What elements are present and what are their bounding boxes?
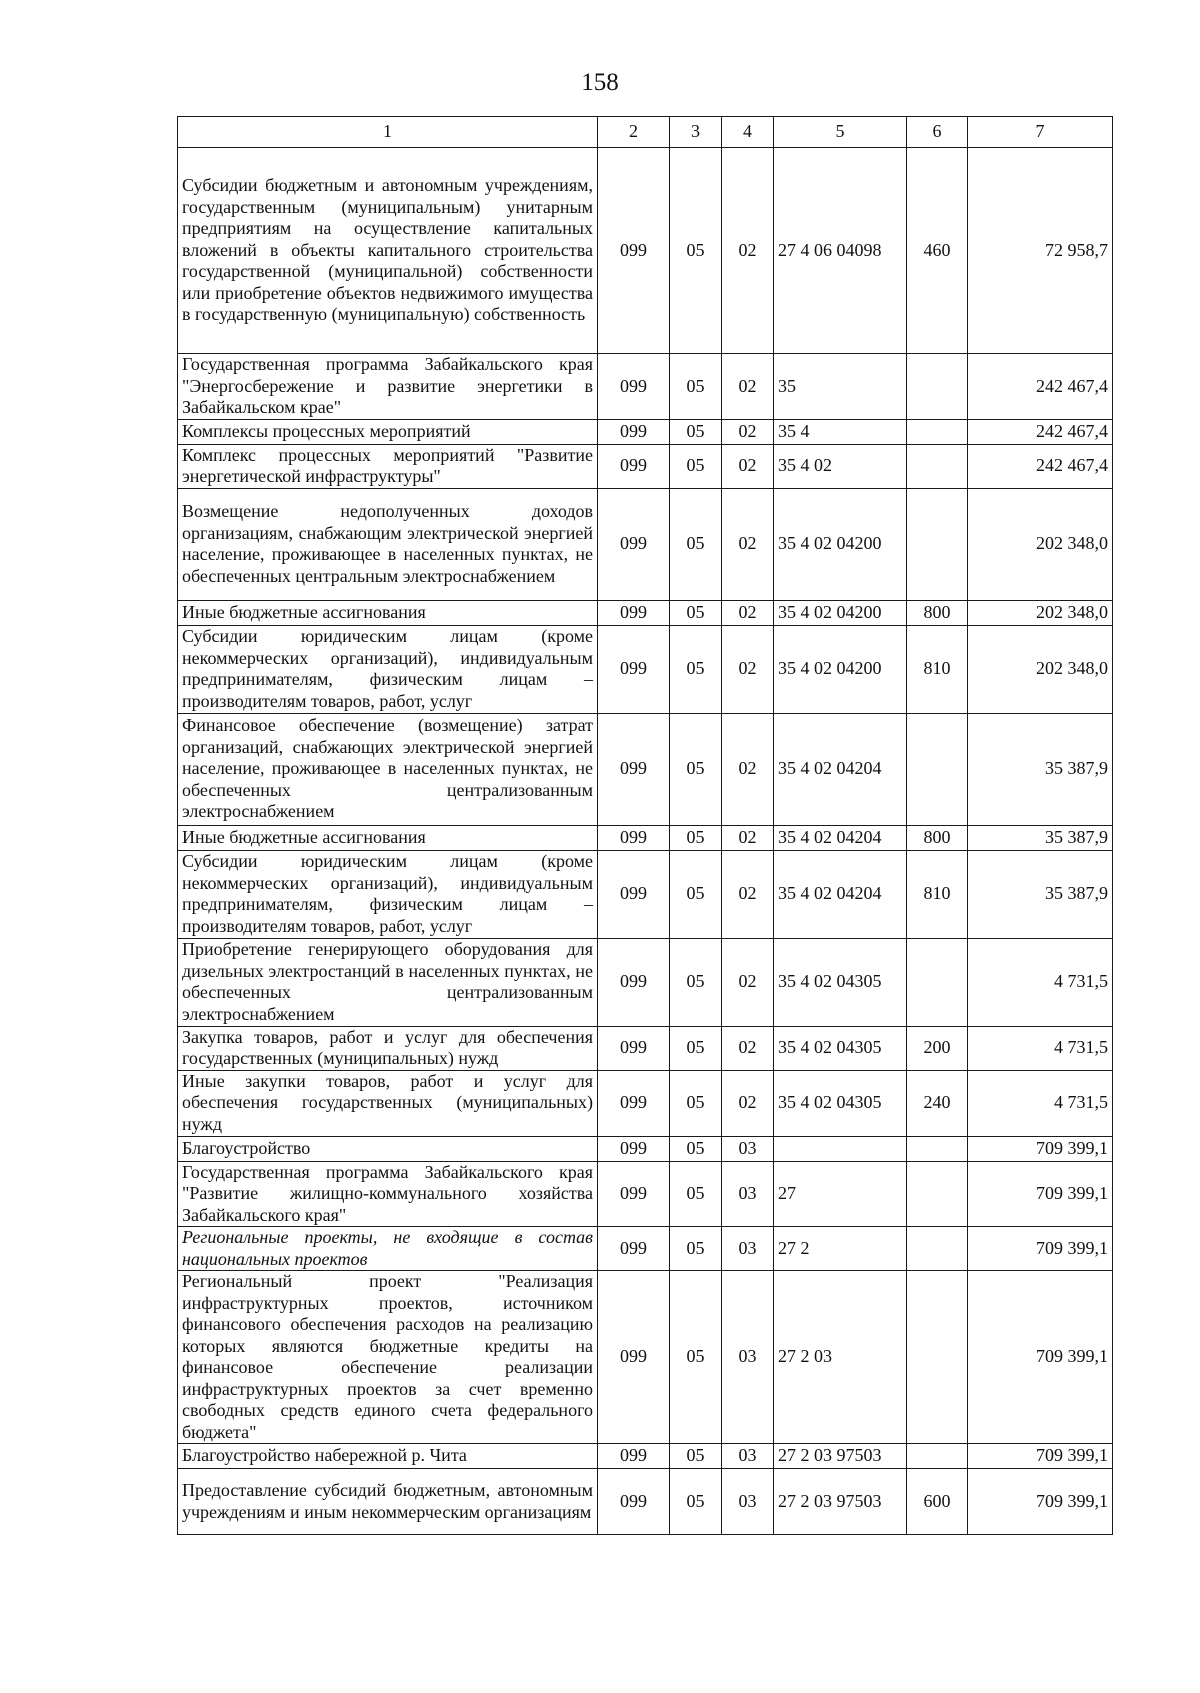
cell-col-2: 099 bbox=[598, 825, 670, 850]
cell-col-6 bbox=[907, 354, 968, 420]
table-row bbox=[178, 488, 1113, 600]
cell-amount: 72 958,7 bbox=[968, 148, 1113, 354]
page-number: 158 bbox=[581, 69, 619, 96]
table-row bbox=[178, 1227, 1113, 1271]
cell-amount: 709 399,1 bbox=[968, 1161, 1113, 1227]
cell-col-3: 05 bbox=[670, 713, 722, 825]
column-header-6: 6 bbox=[907, 117, 968, 148]
cell-code: 35 4 02 04204 bbox=[774, 850, 907, 938]
table-row bbox=[178, 1444, 1113, 1469]
table-row bbox=[178, 938, 1113, 1026]
cell-code: 27 4 06 04098 bbox=[774, 148, 907, 354]
cell-code: 35 4 02 04200 bbox=[774, 600, 907, 625]
cell-code: 27 bbox=[774, 1161, 907, 1227]
cell-col-4: 02 bbox=[722, 488, 774, 600]
table-row bbox=[178, 148, 1113, 354]
cell-amount: 35 387,9 bbox=[968, 850, 1113, 938]
cell-amount: 242 467,4 bbox=[968, 444, 1113, 488]
column-header-1: 1 bbox=[178, 117, 598, 148]
cell-col-6 bbox=[907, 938, 968, 1026]
cell-col-6 bbox=[907, 1161, 968, 1227]
cell-col-3: 05 bbox=[670, 600, 722, 625]
cell-col-4: 02 bbox=[722, 600, 774, 625]
cell-description: Комплексы процессных мероприятий bbox=[178, 419, 598, 444]
cell-amount: 35 387,9 bbox=[968, 713, 1113, 825]
cell-col-4: 02 bbox=[722, 419, 774, 444]
cell-code: 35 4 02 04305 bbox=[774, 1070, 907, 1136]
table-row bbox=[178, 850, 1113, 938]
cell-amount: 242 467,4 bbox=[968, 419, 1113, 444]
cell-col-3: 05 bbox=[670, 1026, 722, 1070]
cell-col-2: 099 bbox=[598, 148, 670, 354]
table-row bbox=[178, 825, 1113, 850]
cell-description: Субсидии юридическим лицам (кроме некоммерческих организаций), индивидуальным предпринимателям, физическим лицам – производителям товаров, работ, услуг bbox=[178, 850, 598, 938]
cell-description: Закупка товаров, работ и услуг для обеспечения государственных (муниципальных) нужд bbox=[178, 1026, 598, 1070]
cell-description: Государственная программа Забайкальского края "Развитие жилищно-коммунального хозяйства Забайкальского края" bbox=[178, 1161, 598, 1227]
cell-col-6 bbox=[907, 713, 968, 825]
table-row bbox=[178, 1271, 1113, 1444]
table-row bbox=[178, 1161, 1113, 1227]
cell-code: 27 2 03 97503 bbox=[774, 1444, 907, 1469]
cell-col-6: 600 bbox=[907, 1469, 968, 1535]
cell-col-4: 02 bbox=[722, 354, 774, 420]
cell-col-4: 02 bbox=[722, 625, 774, 713]
cell-col-6: 800 bbox=[907, 825, 968, 850]
cell-col-3: 05 bbox=[670, 1469, 722, 1535]
cell-description: Субсидии бюджетным и автономным учреждениям, государственным (муниципальным) унитарным предприятиям на осуществление капитальных вложений в объекты капитального строительства государственной (муниципальной) собственности или приобретение объектов недвижимого имущества в государственную (муниципальную) собственность bbox=[178, 148, 598, 354]
cell-col-2: 099 bbox=[598, 1271, 670, 1444]
table-row bbox=[178, 444, 1113, 488]
cell-col-3: 05 bbox=[670, 825, 722, 850]
cell-col-6 bbox=[907, 1444, 968, 1469]
cell-col-3: 05 bbox=[670, 1271, 722, 1444]
cell-code: 27 2 03 bbox=[774, 1271, 907, 1444]
cell-description: Иные бюджетные ассигнования bbox=[178, 825, 598, 850]
cell-col-4: 02 bbox=[722, 1070, 774, 1136]
cell-col-4: 02 bbox=[722, 825, 774, 850]
cell-col-2: 099 bbox=[598, 488, 670, 600]
cell-code: 35 4 02 bbox=[774, 444, 907, 488]
cell-code: 35 4 02 04305 bbox=[774, 1026, 907, 1070]
column-header-3: 3 bbox=[670, 117, 722, 148]
cell-code: 35 4 02 04204 bbox=[774, 825, 907, 850]
cell-col-3: 05 bbox=[670, 354, 722, 420]
cell-description: Региональный проект "Реализация инфраструктурных проектов, источником финансового обеспечения расходов на реализацию которых являются бюджетные кредиты на финансовое обеспечение реализации инфраструктурных проектов за счет временно свободных средств единого счета федерального бюджета" bbox=[178, 1271, 598, 1444]
cell-description: Приобретение генерирующего оборудования для дизельных электростанций в населенных пунктах, не обеспеченных централизованным электроснабжением bbox=[178, 938, 598, 1026]
cell-col-6: 460 bbox=[907, 148, 968, 354]
cell-col-2: 099 bbox=[598, 419, 670, 444]
cell-col-2: 099 bbox=[598, 625, 670, 713]
cell-code: 27 2 03 97503 bbox=[774, 1469, 907, 1535]
cell-col-4: 02 bbox=[722, 1026, 774, 1070]
cell-col-3: 05 bbox=[670, 1227, 722, 1271]
cell-col-3: 05 bbox=[670, 148, 722, 354]
cell-col-4: 03 bbox=[722, 1444, 774, 1469]
table-row bbox=[178, 1070, 1113, 1136]
cell-description: Возмещение недополученных доходов организациям, снабжающим электрической энергией население, проживающее в населенных пунктах, не обеспеченных центральным электроснабжением bbox=[178, 488, 598, 600]
cell-amount: 202 348,0 bbox=[968, 625, 1113, 713]
table-row bbox=[178, 600, 1113, 625]
cell-col-3: 05 bbox=[670, 488, 722, 600]
cell-description: Финансовое обеспечение (возмещение) затрат организаций, снабжающих электрической энергией население, проживающее в населенных пунктах, не обеспеченных централизованным электроснабжением bbox=[178, 713, 598, 825]
cell-col-6: 810 bbox=[907, 625, 968, 713]
cell-col-2: 099 bbox=[598, 850, 670, 938]
cell-col-3: 05 bbox=[670, 419, 722, 444]
cell-code: 27 2 bbox=[774, 1227, 907, 1271]
cell-col-6: 200 bbox=[907, 1026, 968, 1070]
cell-code: 35 4 02 04200 bbox=[774, 488, 907, 600]
cell-code: 35 4 02 04204 bbox=[774, 713, 907, 825]
cell-col-6: 810 bbox=[907, 850, 968, 938]
cell-col-6 bbox=[907, 488, 968, 600]
cell-amount: 709 399,1 bbox=[968, 1271, 1113, 1444]
cell-col-2: 099 bbox=[598, 1026, 670, 1070]
cell-description: Региональные проекты, не входящие в состав национальных проектов bbox=[178, 1227, 598, 1271]
cell-col-6 bbox=[907, 1136, 968, 1161]
column-header-4: 4 bbox=[722, 117, 774, 148]
cell-description: Предоставление субсидий бюджетным, автономным учреждениям и иным некоммерческим организациям bbox=[178, 1469, 598, 1535]
cell-col-6 bbox=[907, 1227, 968, 1271]
cell-col-2: 099 bbox=[598, 1444, 670, 1469]
cell-amount: 4 731,5 bbox=[968, 1026, 1113, 1070]
cell-description: Благоустройство bbox=[178, 1136, 598, 1161]
cell-description: Иные бюджетные ассигнования bbox=[178, 600, 598, 625]
column-header-5: 5 bbox=[774, 117, 907, 148]
cell-amount: 202 348,0 bbox=[968, 600, 1113, 625]
cell-col-3: 05 bbox=[670, 1070, 722, 1136]
cell-col-4: 03 bbox=[722, 1271, 774, 1444]
cell-col-4: 03 bbox=[722, 1136, 774, 1161]
cell-col-6 bbox=[907, 1271, 968, 1444]
cell-amount: 4 731,5 bbox=[968, 938, 1113, 1026]
cell-col-2: 099 bbox=[598, 1227, 670, 1271]
cell-col-3: 05 bbox=[670, 1136, 722, 1161]
table-row bbox=[178, 1136, 1113, 1161]
cell-amount: 202 348,0 bbox=[968, 488, 1113, 600]
cell-col-3: 05 bbox=[670, 938, 722, 1026]
cell-col-4: 02 bbox=[722, 148, 774, 354]
cell-col-2: 099 bbox=[598, 1070, 670, 1136]
cell-amount: 709 399,1 bbox=[968, 1444, 1113, 1469]
cell-col-6: 800 bbox=[907, 600, 968, 625]
cell-amount: 242 467,4 bbox=[968, 354, 1113, 420]
cell-col-2: 099 bbox=[598, 713, 670, 825]
cell-col-3: 05 bbox=[670, 444, 722, 488]
cell-description: Государственная программа Забайкальского края "Энергосбережение и развитие энергетики в Забайкальском крае" bbox=[178, 354, 598, 420]
cell-col-2: 099 bbox=[598, 354, 670, 420]
cell-code: 35 bbox=[774, 354, 907, 420]
cell-col-4: 03 bbox=[722, 1469, 774, 1535]
cell-col-2: 099 bbox=[598, 1161, 670, 1227]
table-body bbox=[178, 148, 1113, 1535]
table-row bbox=[178, 1026, 1113, 1070]
cell-col-6 bbox=[907, 444, 968, 488]
column-header-7: 7 bbox=[968, 117, 1113, 148]
cell-amount: 709 399,1 bbox=[968, 1227, 1113, 1271]
cell-code: 35 4 bbox=[774, 419, 907, 444]
cell-code: 35 4 02 04200 bbox=[774, 625, 907, 713]
cell-description: Иные закупки товаров, работ и услуг для обеспечения государственных (муниципальных) нужд bbox=[178, 1070, 598, 1136]
cell-col-4: 02 bbox=[722, 713, 774, 825]
cell-code: 35 4 02 04305 bbox=[774, 938, 907, 1026]
cell-code bbox=[774, 1136, 907, 1161]
cell-col-2: 099 bbox=[598, 938, 670, 1026]
table-row bbox=[178, 419, 1113, 444]
cell-col-3: 05 bbox=[670, 850, 722, 938]
cell-amount: 709 399,1 bbox=[968, 1136, 1113, 1161]
cell-col-3: 05 bbox=[670, 1161, 722, 1227]
cell-amount: 709 399,1 bbox=[968, 1469, 1113, 1535]
cell-col-6: 240 bbox=[907, 1070, 968, 1136]
cell-col-3: 05 bbox=[670, 625, 722, 713]
cell-col-4: 02 bbox=[722, 444, 774, 488]
table-row bbox=[178, 625, 1113, 713]
cell-col-4: 02 bbox=[722, 938, 774, 1026]
table-row bbox=[178, 713, 1113, 825]
column-header-2: 2 bbox=[598, 117, 670, 148]
cell-col-4: 03 bbox=[722, 1227, 774, 1271]
cell-col-4: 03 bbox=[722, 1161, 774, 1227]
cell-description: Субсидии юридическим лицам (кроме некоммерческих организаций), индивидуальным предпринимателям, физическим лицам – производителям товаров, работ, услуг bbox=[178, 625, 598, 713]
cell-col-2: 099 bbox=[598, 1469, 670, 1535]
cell-amount: 35 387,9 bbox=[968, 825, 1113, 850]
table-row bbox=[178, 354, 1113, 420]
cell-col-3: 05 bbox=[670, 1444, 722, 1469]
cell-description: Благоустройство набережной р. Чита bbox=[178, 1444, 598, 1469]
cell-description: Комплекс процессных мероприятий "Развитие энергетической инфраструктуры" bbox=[178, 444, 598, 488]
cell-col-6 bbox=[907, 419, 968, 444]
cell-col-4: 02 bbox=[722, 850, 774, 938]
table-row bbox=[178, 1469, 1113, 1535]
cell-amount: 4 731,5 bbox=[968, 1070, 1113, 1136]
cell-col-2: 099 bbox=[598, 444, 670, 488]
budget-table bbox=[177, 116, 1113, 1535]
table-header-row bbox=[178, 117, 1113, 148]
cell-col-2: 099 bbox=[598, 1136, 670, 1161]
cell-col-2: 099 bbox=[598, 600, 670, 625]
